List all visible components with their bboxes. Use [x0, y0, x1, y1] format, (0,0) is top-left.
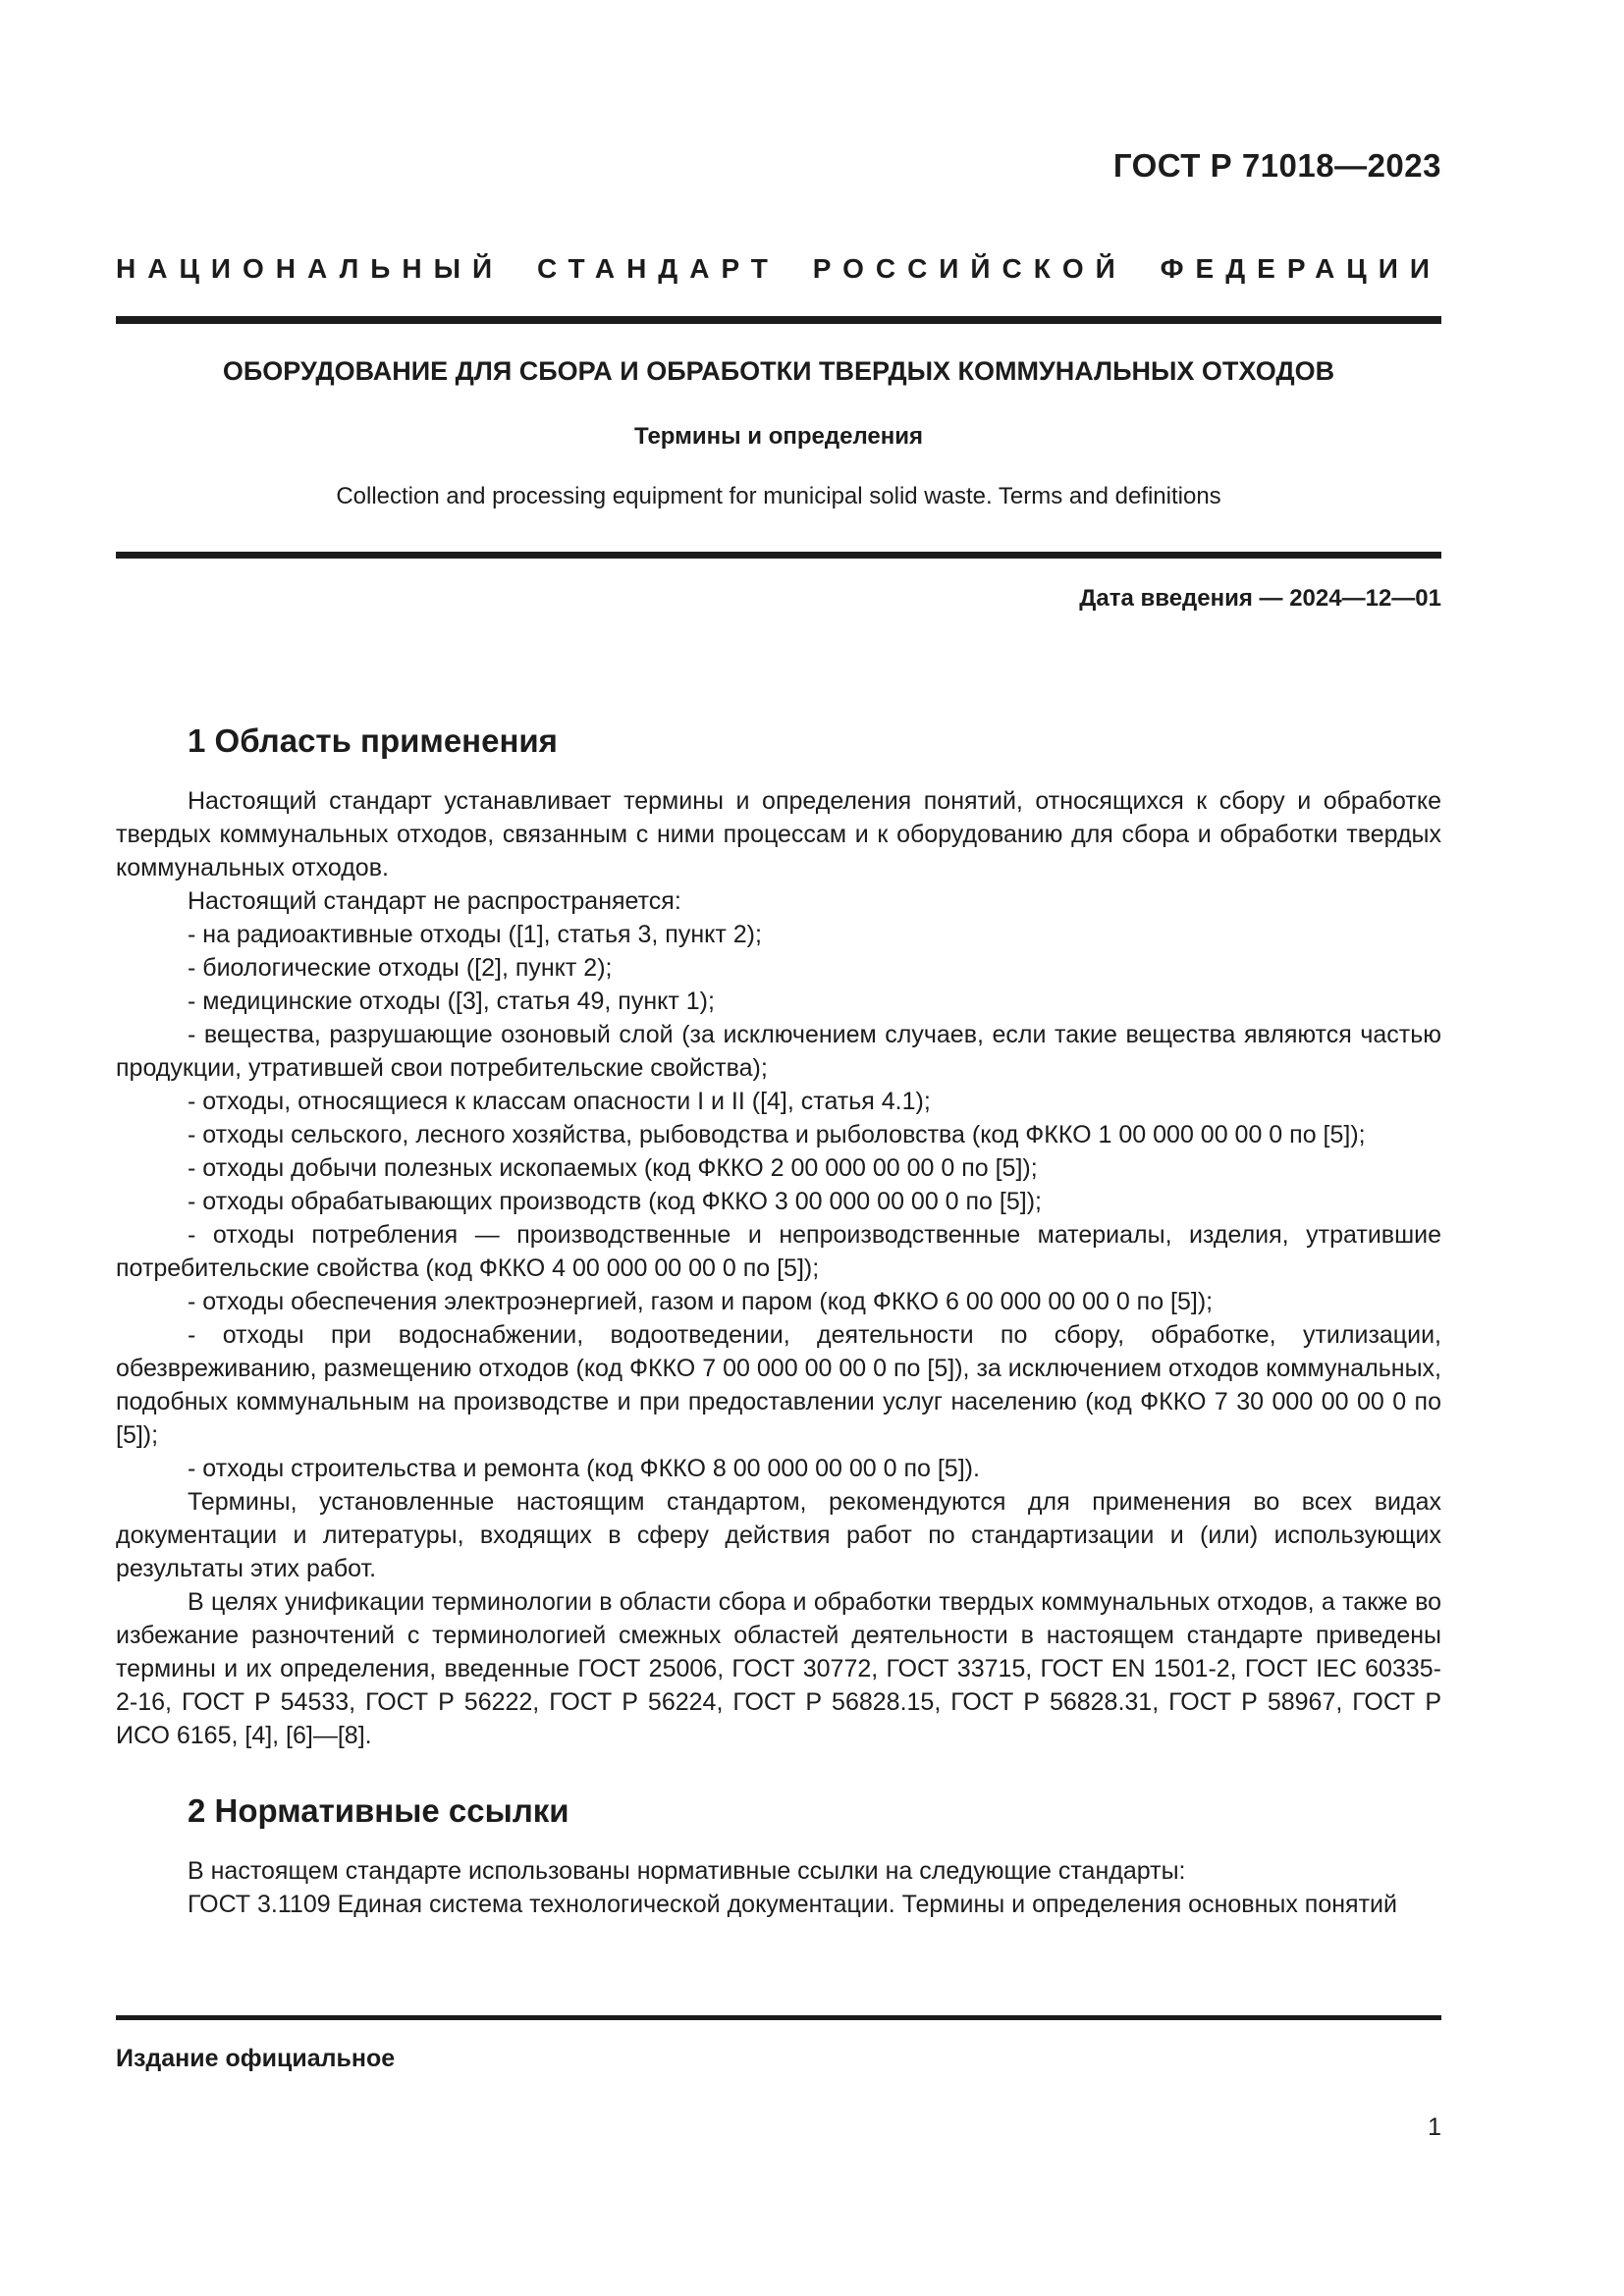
list-item: - отходы сельского, лесного хозяйства, рыбоводства и рыболовства (код ФККО 1 00 000 00 00 0 по [5]); [188, 1121, 1366, 1148]
document-body [116, 721, 1441, 1921]
paragraph: Настоящий стандарт устанавливает термины и определения понятий, относящихся к сбору и обработке твердых коммунальных отходов, связанным с ними процессам и к оборудованию для сбора и обработки твердых коммунальных отходов. [116, 787, 1441, 881]
paragraph: В целях унификации терминологии в области сбора и обработки твердых коммунальных отходов, а также во избежание разночтений с терминологией смежных областей деятельности в настоящем стандарте приведены термины и их определения, введенные ГОСТ 25006, ГОСТ 30772, ГОСТ 33715, ГОСТ EN 1501-2, ГОСТ IEC 60335-2-16, ГОСТ Р 54533, ГОСТ Р 56222, ГОСТ Р 56224, ГОСТ Р 56828.15, ГОСТ Р 56828.31, ГОСТ Р 58967, ГОСТ Р ИСО 6165, [4], [6]—[8]. [116, 1588, 1441, 1749]
list-item: - отходы добычи полезных ископаемых (код ФККО 2 00 000 00 00 0 по [5]); [188, 1154, 1038, 1182]
list-item: - биологические отходы ([2], пункт 2); [188, 954, 613, 982]
list-item: - отходы обрабатывающих производств (код ФККО 3 00 000 00 00 0 по [5]); [188, 1188, 1042, 1215]
list-item: - медицинские отходы ([3], статья 49, пункт 1); [188, 988, 715, 1015]
paragraph: В настоящем стандарте использованы нормативные ссылки на следующие стандарты: [188, 1857, 1186, 1885]
list-item: - отходы, относящиеся к классам опасности I и II ([4], статья 4.1); [188, 1088, 931, 1115]
list-item: - отходы обеспечения электроэнергией, газом и паром (код ФККО 6 00 000 00 00 0 по [5]); [188, 1288, 1214, 1315]
english-title: Collection and processing equipment for municipal solid waste. Terms and definitions [336, 483, 1221, 509]
page-number: 1 [1428, 2113, 1441, 2141]
paragraph: Настоящий стандарт не распространяется: [188, 887, 681, 915]
document-subtitle: Термины и определения [633, 423, 924, 450]
introduction-date: Дата введения — 2024—12—01 [1079, 585, 1441, 612]
list-item: - отходы потребления — производственные и непроизводственные материалы, изделия, утратившие потребительские свойства (код ФККО 4 00 000 00 00 0 по [5]); [116, 1221, 1441, 1282]
list-item: - отходы строительства и ремонта (код ФККО 8 00 000 00 00 0 по [5]). [188, 1455, 980, 1482]
document-number: ГОСТ Р 71018—2023 [1112, 147, 1441, 184]
list-item: - вещества, разрушающие озоновый слой (за исключением случаев, если такие вещества являются частью продукции, утратившей свои потребительские свойства); [116, 1021, 1441, 1082]
document-title: ОБОРУДОВАНИЕ ДЛЯ СБОРА И ОБРАБОТКИ ТВЕРДЫХ КОММУНАЛЬНЫХ ОТХОДОВ [222, 356, 1335, 386]
paragraph: Термины, установленные настоящим стандартом, рекомендуются для применения во всех видах документации и литературы, входящих в сферу действия работ по стандартизации и (или) использующих результаты этих работ. [116, 1488, 1441, 1582]
title-rule [116, 552, 1441, 559]
footer-rule [116, 2015, 1441, 2020]
section-2-heading: 2 Нормативные ссылки [188, 1792, 569, 1829]
list-item: - отходы при водоснабжении, водоотведении, деятельности по сбору, обработке, утилизации, обезвреживанию, размещению отходов (код ФККО 7 00 000 00 00 0 по [5]), за исключением отходов коммунальных, подобных коммунальным на производстве и при предоставлении услуг населению (код ФККО 7 30 000 00 00 0 по [5]); [116, 1321, 1441, 1449]
paragraph: ГОСТ 3.1109 Единая система технологической документации. Термины и определения основных понятий [188, 1891, 1397, 1918]
national-standard-heading: НАЦИОНАЛЬНЫЙ СТАНДАРТ РОССИЙСКОЙ ФЕДЕРАЦИИ [116, 253, 1441, 284]
section-1-heading: 1 Область применения [188, 722, 558, 759]
list-item: - на радиоактивные отходы ([1], статья 3, пункт 2); [188, 921, 762, 948]
top-rule [116, 316, 1441, 324]
edition-label: Издание официальное [116, 2045, 396, 2072]
